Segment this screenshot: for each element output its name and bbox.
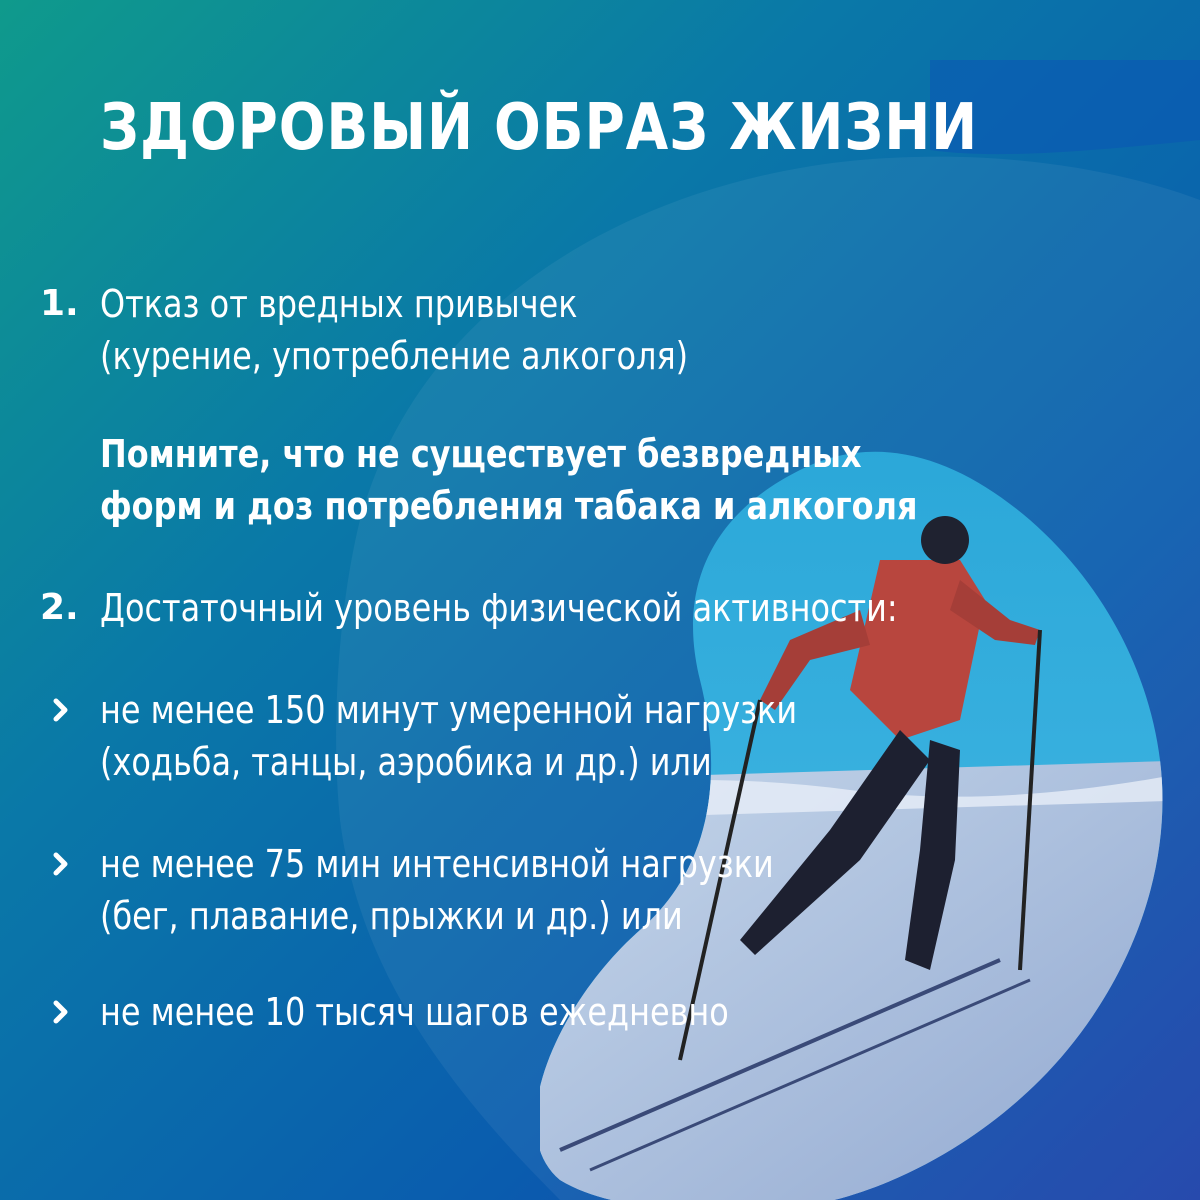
warning-line-1: Помните, что не существует безвредных [100,432,862,476]
list-number-2: 2. [40,587,79,628]
list-item-2-line-1: Достаточный уровень физической активности: [100,586,898,630]
bullet-item-3-line-1: не менее 10 тысяч шагов ежедневно [100,990,729,1034]
warning-text [100,428,917,532]
list-item-2-text [100,582,898,634]
list-item-1-text [100,278,688,382]
bullet-item-2-line-1: не менее 75 мин интенсивной нагрузки [100,842,774,886]
bullet-item-3-text [100,986,729,1038]
list-item-1-line-2: (курение, употребление алкоголя) [100,334,689,378]
bullet-item-2-text [100,838,774,942]
bullet-item-2-line-2: (бег, плавание, прыжки и др.) или [100,894,683,938]
chevron-right-icon [48,851,74,877]
warning-line-2: форм и доз потребления табака и алкоголя [100,484,918,528]
bullet-item-1-line-2: (ходьба, танцы, аэробика и др.) или [100,740,712,784]
page-title: ЗДОРОВЫЙ ОБРАЗ ЖИЗНИ [100,91,979,165]
chevron-right-icon [48,697,74,723]
chevron-right-icon [48,999,74,1025]
bullet-item-1-text [100,684,797,788]
list-number-1: 1. [40,283,79,324]
list-item-1-line-1: Отказ от вредных привычек [100,282,578,326]
bullet-item-1-line-1: не менее 150 минут умеренной нагрузки [100,688,798,732]
